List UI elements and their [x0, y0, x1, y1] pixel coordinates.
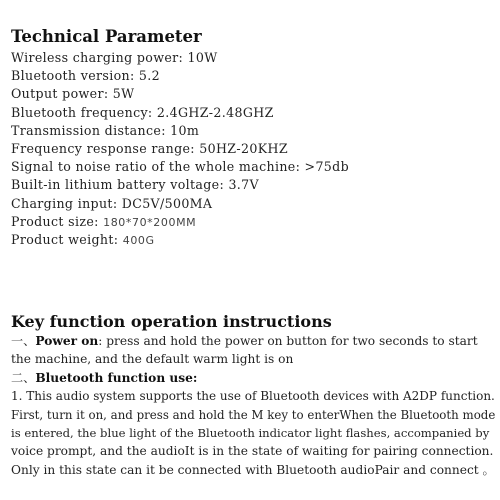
param-label: Charging input:	[11, 195, 122, 211]
param-transmission-distance	[11, 122, 349, 140]
param-label: Built-in lithium battery voltage:	[11, 177, 229, 193]
param-label: Bluetooth version:	[11, 68, 139, 84]
param-wireless-charging-power	[11, 49, 349, 67]
parameter-list	[11, 49, 349, 249]
power-on-text: : press and hold the power on button for two seconds to start	[98, 334, 478, 348]
key-function-title: Key function operation instructions	[11, 312, 332, 331]
param-product-size	[11, 213, 349, 231]
param-frequency-response	[11, 140, 349, 158]
key-function-instructions	[11, 332, 495, 479]
power-on-label: Power on	[35, 334, 99, 348]
param-value: 5W	[112, 86, 135, 102]
bluetooth-function-label: Bluetooth function use:	[35, 370, 198, 385]
param-output-power	[11, 85, 349, 103]
bluetooth-text-line: 1. This audio system supports the use of Bluetooth devices with A2DP function.	[11, 389, 495, 404]
param-value: 50HZ-20KHZ	[199, 140, 288, 156]
power-on-line-1	[11, 332, 495, 350]
param-product-weight	[11, 231, 349, 249]
section-number: 一、	[11, 334, 36, 348]
param-label: Transmission distance:	[11, 122, 171, 138]
bluetooth-text-line: voice prompt, and the audioIt is in the state of waiting for pairing connection.	[11, 444, 494, 459]
param-value: DC5V/500MA	[121, 195, 213, 211]
param-signal-to-noise	[11, 158, 349, 176]
param-bluetooth-frequency	[11, 104, 349, 122]
param-battery-voltage	[11, 176, 349, 194]
param-value: 3.7V	[228, 177, 259, 193]
bluetooth-text-line: First, turn it on, and press and hold the M key to enterWhen the Bluetooth mode	[11, 407, 496, 422]
param-label: Frequency response range:	[11, 140, 200, 156]
param-label: Product size:	[11, 213, 104, 229]
bluetooth-text-line: is entered, the blue light of the Bluetooth indicator light flashes, accompanied by	[11, 425, 490, 440]
param-value: 180*70*200MM	[103, 215, 197, 229]
power-on-text: the machine, and the default warm light is on	[11, 352, 294, 367]
param-value: >75db	[304, 159, 349, 175]
param-label: Output power:	[11, 86, 113, 102]
param-label: Bluetooth frequency:	[11, 104, 157, 120]
bluetooth-text-line: Only in this state can it be connected with Bluetooth audioPair and connect 。	[11, 462, 495, 477]
technical-parameter-title: Technical Parameter	[11, 27, 202, 46]
param-label: Product weight:	[11, 231, 123, 247]
power-on-line-2	[11, 350, 495, 368]
param-value: 2.4GHZ-2.48GHZ	[156, 104, 274, 120]
param-value: 10m	[170, 122, 200, 138]
param-charging-input	[11, 195, 349, 213]
param-value: 400G	[122, 233, 155, 247]
section-number: 二、	[11, 370, 36, 385]
param-bluetooth-version	[11, 67, 349, 85]
bluetooth-heading-line	[11, 369, 495, 387]
param-label: Wireless charging power:	[11, 50, 188, 65]
param-value: 5.2	[138, 68, 161, 84]
param-value: 10W	[187, 50, 218, 65]
param-label: Signal to noise ratio of the whole machine:	[11, 159, 305, 175]
